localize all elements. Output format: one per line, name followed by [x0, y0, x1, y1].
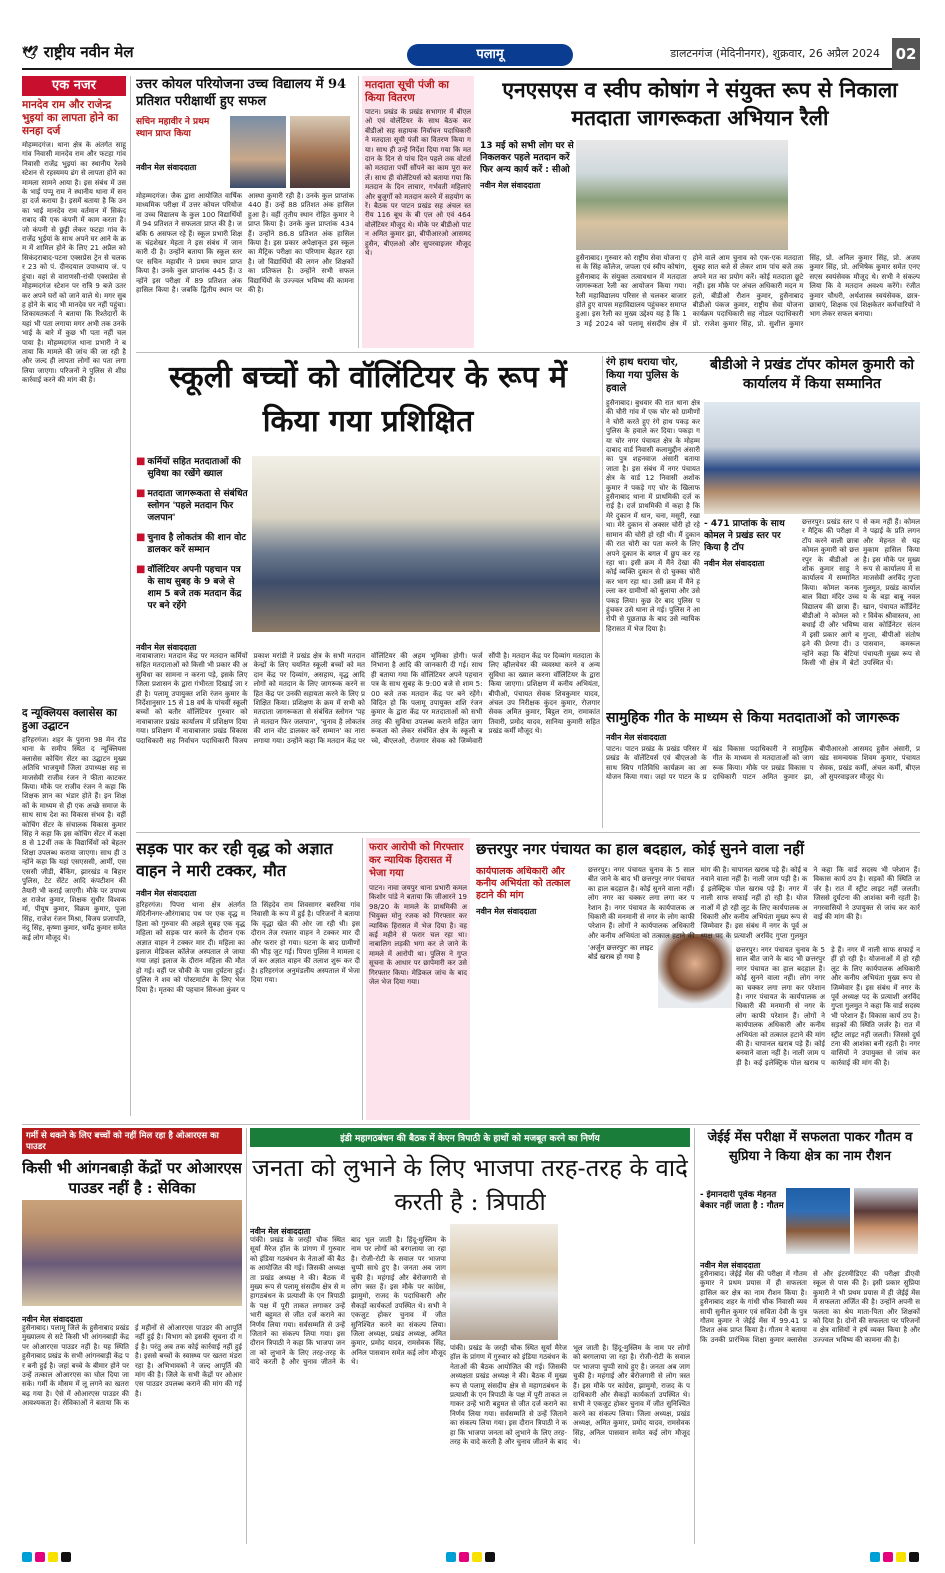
bullet-square-icon: ■ — [136, 532, 146, 543]
koel-photo-caption-box — [136, 116, 228, 156]
jee-body: हुसैनाबाद। जेईई मेंस की परीक्षा में गौतम कुमार ने प्रथम प्रयास में ही सफलता हासिल कर क्षेत्र का नाम रौशन किया है। हुसैनाबाद शहर के गांधी चौक निवासी व्यवसायी सुनील कुमार एवं सविता देवी के पुत्र गौतम कुमार ने जेईई मेंस में 99.41 प्रतिशत अंक प्राप्त किया है। गौतम ने बताया कि उनकी प्रारंभिक शिक्षा कुमार क्लासेस से और इंटरमीडिएट की परीक्षा डीएवी स्कूल से पास की है। इसी प्रकार सुप्रिया कुमारी ने भी प्रथम प्रयास में ही जेईई मेंस में सफलता अर्जित की है। उन्होंने अपनी सफलता का श्रेय माता-पिता और शिक्षकों को दिया है। दोनों की सफलता पर परिजनों व क्षेत्र वासियों ने हर्ष व्यक्त किया है और उज्ज्वल भविष्य की कामना की है। — [700, 1270, 920, 1344]
bullet-square-icon: ■ — [136, 564, 146, 575]
paper-name: 🕊 राष्ट्रीय नवीन मेल — [22, 43, 134, 61]
story-sweep-rally — [480, 76, 920, 348]
bird-logo-icon: 🕊 — [22, 46, 39, 61]
nagar-title: छत्तरपुर नगर पंचायत का हाल बदहाल, कोई सुनने वाला नहीं — [476, 840, 804, 858]
dateline: डालटनगंज (मेदिनीनगर), शुक्रवार, 26 अप्रैल 2024 — [670, 47, 880, 60]
swatch — [896, 1552, 906, 1562]
topper-byline: नवीन मेल संवाददाता — [704, 559, 765, 568]
volunteer-byline: नवीन मेल संवाददाता — [136, 643, 197, 652]
topper-photo-2 — [290, 116, 350, 188]
volunteer-bullet-item: ■ वॉलिंटियर अपनी पहचान पत्र के साथ सुबह के 9 बजे से शाम 5 बजे तक मतदान केंद्र पर बने रहेंगे — [136, 564, 242, 611]
ek-nazar-header: एक नजर — [22, 76, 126, 96]
nagar-body: छत्तरपुर। नगर पंचायत चुनाव के 5 साल बीत जाने के बाद भी छत्तरपुर नगर पंचायत का हाल बदहाल है। कोई सुनने वाला नहीं। लोग नगर का चक्कर लगा लगा कर परेशान है। नगर पंचायत के कार्यपालक अधिकारी की मनमानी से नगर के लोग काफी परेशान हैं। लोगों ने कार्यपालक अधिकारी और कनीय अभियंता को तत्काल हटाने की मांग की है। चापानल खराब पड़े हैं। कोई बनवाने वाला नहीं है। नाली जाम पड़ी है। कई इलेक्ट्रिक पोल खराब पड़े हैं। नगर में नाली साफ सफाई नहीं हो रही है। योजनाओं में हो रही लूट के लिए कार्यपालक अधिकारी और कनीय अभियंता मुख्य रूप से जिम्मेवार हैं। इस संबंध में नगर के पूर्व अध्यक्ष पद के प्रत्याशी अरविंद गुप्ता गुलमुत ने कहा कि वार्ड सदस्य भी परेशान हैं। विकास कार्य ठप है। सड़कों की स्थिति जर्जर है। रात में स्ट्रीट लाइट नहीं जलती। जिससे दुर्घटना की आशंका बनी रहती है। नगरवासियों ने उपायुक्त से जांच कर कार्रवाई की मांग की है। — [588, 866, 920, 940]
story-jee — [700, 1128, 920, 1544]
section-label: पलामू — [407, 44, 573, 66]
anganwadi-byline: नवीन मेल संवाददाता — [22, 1315, 83, 1324]
nagar-byline: नवीन मेल संवाददाता — [476, 907, 537, 916]
topper-body: छत्तरपुर। प्रखंड स्तर पर मैट्रिक की परीक्षा में टॉप करने वाली छात्रा कोमल कुमारी को छत्तरपुर के बीडीओ अशोक कुमार साहू ने कार्यालय में सम्मानित किया। कोमल कनक बाल विद्या मंदिर उच्च विद्यालय की छात्रा हैं। बीडीओ ने कोमल को बधाई दी और भविष्य में इसी प्रकार आगे बढ़ने की प्रेरणा दी। उन्होंने कहा कि बेटियां किसी भी क्षेत्र में बेटों से कम नहीं हैं। कोमल ने पढ़ाई के प्रति लगन और मेहनत से यह मुकाम हासिल किया है। इस मौके पर मुख्य रूप से कार्यालय में समाजसेवी अरविंद गुप्ता गुलमुत, प्रखंड कार्यालय के बड़ा बाबू नवल खान, पंचायत कॉर्डिनेटर विवेक श्रीवास्तव, आवास कोर्डिनेटर संतन गुप्ता, बीपीओ संतोष पासवान, कमरूल पंचायती मुख्य रूप से उपस्थित थे। — [802, 518, 920, 668]
sidebar-story1-body: मोहम्मदगंज। थाना क्षेत्र के अंतर्गत साहू गांव निवासी मानदेव राम और फटहा गांव निवासी राजेंद्र भुइयां का स्थानीय रेलवे स्टेशन से रहस्यमय ढंग से लापता होने का मामला सामने आया है। इस संबंध में उसके भाई पप्पू राम ने स्थानीय थाना में सनहा दर्ज कराया है। इसमें बताया है कि उनका भाई मानदेव राम वर्तमान में सिकंदराबाद की एक कंपनी में काम करता है। जो कंपनी से छुट्टी लेकर फटहा गांव के राजेंद्र भुईयां के साथ अपने घर आने के क्रम में शामिल होने के लिए 21 अप्रैल को सिकंदराबाद-पटना एक्सप्रेस ट्रेन से चलकर 23 को पं. दीनदयाल उपाध्याय जं. पहुंचा। वहां से वाराणसी-रांची एक्सप्रेस से मोहम्मदगंज स्टेशन पर रात्रि 9 बजे उतर कर अपने घरों को जाने वाले थे। मगर सुबह होने के बाद भी मानदेव घर नहीं पहुंचा। शिकायतकर्ता ने बताया कि रिश्तेदारों के यहां भी पता लगाया मगर अभी तक उनके भाई के बारे में कुछ भी पता नहीं चल पाया है। मोहम्मदगंज थाना प्रभारी ने बताया कि मामले की जांच की जा रही है और जल्द ही लापता लोगों का पता लगा लिया जाएगा। परिजनों ने पुलिस से शीघ्र कार्रवाई करने की मांग की है। — [22, 141, 126, 385]
story-koel-school — [136, 76, 354, 348]
jee-photo-caption: - ईमानदारी पूर्वक मेहनत बेकार नहीं जाता है : गौतम — [700, 1190, 784, 1211]
anganwadi-title: किसी भी आंगनबाड़ी केंद्रों पर ओआरएस पाउडर नहीं है : सेविका — [22, 1159, 242, 1197]
sweep-subhead: 13 मई को सभी लोग घर से निकलकर पहले मतदान करें फिर अन्य कार्य करें : सीओ — [480, 141, 574, 175]
story-arrest — [366, 838, 470, 1120]
nagar-photo — [658, 934, 732, 1008]
theft-title: रंगे हाथ धराया चोर, किया गया पुलिस के हवाले — [606, 357, 679, 394]
gautam-photo — [786, 1188, 850, 1254]
koel-byline: नवीन मेल संवाददाता — [136, 163, 197, 172]
story-topper — [704, 356, 920, 696]
topper-title: बीडीओ ने प्रखंड टॉपर कोमल कुमारी को कार्यालय में किया सम्मानित — [709, 357, 915, 392]
arrest-title: फरार आरोपी को गिरफ्तार कर न्यायिक हिरासत में भेजा गया — [369, 842, 464, 879]
swatch — [909, 1552, 919, 1562]
road-body: हरिहरगंज। पिपरा थाना क्षेत्र अंतर्गत मेदिनीनगर-औरंगाबाद पथ पर एक वृद्ध महिला को गुरुवार की अहले सुबह एक वृद्ध महिला को सड़क पार करने के दौरान एक अज्ञात वाहन ने टक्कर मार दी। महिला का इलाज मेडिकल कॉलेज अस्पताल ले जाया गया जहां इलाज के दौरान महिला की मौत हो गई। वहीं पर चौकी के पास दुर्घटना हुई। पुलिस ने शव को पोस्टमार्टम के लिए भेज दिया है। मृतका की पहचान सिरुआ कुंवर पति सिंहदेव राम शिवसागर बसरिया गांव निवासी के रूप में हुई है। परिजनों ने बताया कि वृद्धा खेत की ओर जा रही थी। इस दौरान तेज रफ्तार वाहन ने टक्कर मार दी और फरार हो गया। घटना के बाद ग्रामीणों की भीड़ जुट गई। पिपरा पुलिस ने मामला दर्ज कर अज्ञात वाहन की तलाश शुरू कर दी है। हरिहरगंज अनुमंडलीय अस्पताल में भेजा दिया गया। — [136, 901, 360, 994]
song-byline: नवीन मेल संवाददाता — [606, 733, 667, 742]
story-voter-list — [362, 76, 474, 348]
swatch — [61, 1552, 71, 1562]
volunteer-training-photo — [252, 456, 600, 632]
swatch — [446, 1552, 456, 1562]
ek-nazar-column — [22, 76, 126, 1116]
road-byline: नवीन मेल संवाददाता — [136, 889, 197, 898]
sweep-rally-photo — [576, 140, 788, 250]
nagar-body-continued: छत्तरपुर। नगर पंचायत चुनाव के 5 साल बीत जाने के बाद भी छत्तरपुर नगर पंचायत का हाल बदहाल है। कोई सुनने वाला नहीं। लोग नगर का चक्कर लगा लगा कर परेशान है। नगर पंचायत के कार्यपालक अधिकारी की मनमानी से नगर के लोग काफी परेशान हैं। लोगों ने कार्यपालक अधिकारी और कनीय अभियंता को तत्काल हटाने की मांग की है। चापानल खराब पड़े हैं। कोई बनवाने वाला नहीं है। नाली जाम पड़ी है। कई इलेक्ट्रिक पोल खराब पड़े हैं। नगर में नाली साफ सफाई नहीं हो रही है। योजनाओं में हो रही लूट के लिए कार्यपालक अधिकारी और कनीय अभियंता मुख्य रूप से जिम्मेवार हैं। इस संबंध में नगर के पूर्व अध्यक्ष पद के प्रत्याशी अरविंद गुप्ता गुलमुत ने कहा कि वार्ड सदस्य भी परेशान हैं। विकास कार्य ठप है। सड़कों की स्थिति जर्जर है। रात में स्ट्रीट लाइट नहीं जलती। जिससे दुर्घटना की आशंका बनी रहती है। नगरवासियों ने उपायुक्त से जांच कर कार्रवाई की मांग की है। — [736, 946, 920, 1067]
swatch — [870, 1552, 880, 1562]
swatch — [883, 1552, 893, 1562]
volunteer-body: नावाबाजार। मतदान केंद्र पर मतदान कर्मियों सहित मतदाताओं को किसी भी प्रकार की असुविधा का सामना न करना पड़े, इसके लिए जिला प्रशासन के द्वारा गंभीरता दिखाई जा रही है। पलामू उपायुक्त शशि रंजन कुमार के निर्देशानुसार 15 से 18 वर्ष के पांचवीं स्कूली बच्चों को बतौर वॉलिंटियर गुरुवार को नावाबाजार प्रखंड कार्यालय में प्रशिक्षण दिया गया। प्रशिक्षण में नावाबाजार प्रखंड विकास पदाधिकारी सह निर्वाचन पदाधिकारी विजय प्रकाश मरांडी ने प्रखंड क्षेत्र के सभी मतदान केन्द्रों के लिए चयनित स्कूली बच्चों को मतदान केंद्र पर दिव्यांग, असहाय, वृद्ध आदि लोगों को मतदान के लिए जागरूक करने सहित केंद्र पर उनकी सहायता करने के लिए प्रशिक्षित किया। प्रशिक्षण के क्रम में सभी को मतदाता जागरूकता से संबंधित स्लोगन 'पहले मतदान फिर जलपान', 'चुनाव है लोकतंत्र की शान वोट डालकर करें सम्मान' का नारा लगाया गया। उन्होंने कहा कि मतदान केंद्र पर वॉलिंटियर की अहम भूमिका होगी। फर्ज निभाना है आदि की जानकारी दी गई। साथ ही बताया गया कि वॉलिंटियर अपने पहचान पत्र के साथ सुबह के 9:00 बजे से शाम 5:00 बजे तक मतदान केंद्र पर बने रहेंगे। विदित हो कि पलामू उपायुक्त शशि रंजन कुमार के द्वारा केंद्र पर मतदाताओं को सभी तरह की सुविधा उपलब्ध कराने सहित जागरूकता को लेकर संबंधित क्षेत्र के स्कूली बच्चे, बीएलओ, रोजगार सेवक को जिम्मेवारी सौंपी है। मतदान केंद्र पर दिव्यांग मतदाता के लिए व्हीलचेयर की व्यवस्था करने व अन्य सुविधा का ख्याल करना वॉलिंटियर के द्वारा किया जाएगा। प्रशिक्षण में कनीय अभियंता, बीपीओ, पंचायत सेवक शिवकुमार यादव, अंचल उप निरीक्षक कुंदन कुमार, रोजगार सेवक अमित कुमार, बिट्ठल राम, रामाकांत तिवारी, प्रमोद यादव, सानिया कुमारी सहित प्रखंड कर्मी मौजूद थे। — [136, 652, 600, 745]
topper-ceremony-photo — [704, 402, 920, 514]
swatch — [459, 1552, 469, 1562]
masthead — [22, 38, 920, 70]
arrest-body: पाटन। नावा जयपुर थाना प्रभारी कमल किशोर पांडे ने बताया कि जीआरने 1998/20 के मामले के प्राथमिकी अभियुक्त मोनु रजक को गिरफ्तार कर न्यायिक हिरासत में भेज दिया है। वह कई महीने से फरार चल रहा था। नाबालिग लड़की भगा कर ले जाने के मामले में आरोपी था। पुलिस ने गुप्त सूचना के आधार पर छापेमारी कर उसे गिरफ्तार किया। मेडिकल जांच के बाद जेल भेज दिया गया। — [369, 884, 467, 987]
bjp-kicker: इंडी महागठबंधन की बैठक में केएन त्रिपाठी के हाथों को मजबूत करने का निर्णय — [250, 1128, 690, 1147]
koel-photo-caption: सचिन महावीर ने प्रथम स्थान प्राप्त किया — [136, 117, 210, 139]
story-volunteer-training — [136, 356, 600, 828]
story-nagar-panchayat — [476, 838, 920, 1120]
story-koel-title: उत्तर कोयल परियोजना उच्च विद्यालय में 94 प्रतिशत परीक्षार्थी हुए सफल — [136, 77, 347, 109]
topper-photo-1 — [230, 116, 286, 188]
bjp-title: जनता को लुभाने के लिए भाजपा तरह-तरह के वादे करती है : त्रिपाठी — [252, 1154, 688, 1216]
swatch — [22, 1552, 32, 1562]
road-title: सड़क पार कर रही वृद्ध को अज्ञात वाहन ने मारी टक्कर, मौत — [136, 839, 333, 880]
story-anganwadi — [22, 1128, 242, 1544]
sidebar-story2-body: हरिहरगंज। शहर के पुराना 98 मेन रोड थाना के समीप स्थित द न्यूक्लियस क्लासेस कोचिंग सेंटर का उद्घाटन मुख्य अतिथि भाजयुमो जिला उपाध्यक्ष सह समाजसेवी राजीव रंजन ने फीता काटकर किया। मौके पर राजीव रंजन ने कहा कि शिक्षक ज्ञान का भंडार होते हैं। इन शिक्षकों के माध्यम से ही एक अच्छे समाज के साथ साथ देश का विकास संभव है। वहीं कोचिंग सेंटर के संचालक विकास कुमार सिंह ने कहा कि इस कोचिंग सेंटर में कक्षा 8 से 12वीं तक के विद्यार्थियों को बेहतर शिक्षा उपलब्ध कराया जाएगा। साथ ही उन्होंने कहा कि यहां एसएससी, आर्मी, एसएससी जीडी, बैंकिंग, झारखंड व बिहार पुलिस, टेट सेंटेट आदि कंपटीशन की तैयारी भी कराई जाएगी। मौके पर उपाध्यक्ष राजेश कुमार, शिक्षक सुधीर विश्वकर्मा, पीयूष कुमार, विक्रम कुमार, पूजा सिंह, राजेश रंजन मिश्रा, विजय प्रजापति, नंदू सिंह, कृष्णा कुमार, धर्मेंद्र कुमार समेत कई लोग मौजूद थे। — [22, 736, 126, 942]
theft-body: हुसैनाबाद। बुधवार की रात थाना क्षेत्र की चौरी गांव में एक चोर को ग्रामीणों ने चोरी करते हुए रंगे हाथ पकड़ कर पुलिस के हवाले कर दिया। पकड़ा गया चोर नगर पंचायत क्षेत्र के मोहम्मदाबाद वार्ड निवासी कलामुद्दीन अंसारी का पुत्र शहनवाज अंसारी बताया जाता है। इस संबंध में नगर पंचायत क्षेत्र के वार्ड 12 निवासी अशोक कुमार ने पकड़े गए चोर के खिलाफ हुसैनाबाद थाना में प्राथमिकी दर्ज कराई है। दर्ज प्राथमिकी में कहा है कि मेरे दुकान में धान, चना, मसूरी, रखा था। मेरे दुकान से अक्सर चोरी हो रहे सामान की चोरी हो रही थी। मैं दुकान की रात चोरी का पता करने के लिए अपने दुकान के बगल में छुप कर रह रहा था। इसी क्रम में मैंने देखा की कोई व्यक्ति दुकान से दो चुक्का चोरी कर भाग रहा था। उसी क्रम में मैंने हल्ला कर ग्रामीणों को बुलाया और उसे पकड़ लिया। कुछ देर बाद पुलिस पहुंचकर उसे थाना ले गई। पुलिस ने आरोपी से पूछताछ के बाद उसे न्यायिक हिरासत में भेज दिया है। — [606, 399, 700, 633]
nagar-subhead: कार्यपालक अधिकारी और कनीय अभियंता को तत्काल हटाने की मांग — [476, 866, 571, 901]
volunteer-bullet-item: ■ कर्मियों सहित मतदाताओं की सुविधा का रखेंगे ख्याल — [136, 456, 241, 479]
jee-byline: नवीन मेल संवाददाता — [700, 1261, 761, 1270]
sweep-body: हुसैनाबाद। गुरुवार को राष्ट्रीय सेवा योजना एस के सिंह कॉलेज, जपला एवं स्वीप कोषांग, हुसैनाबाद के संयुक्त तत्वावधान में मतदाता जागरूकता रैली का आयोजन किया गया। रैली महाविद्यालय परिसर से चलकर बाजार होते हुए वापस महाविद्यालय पहुंचकर समाप्त हुआ। इस रैली का मुख्य उद्देश्य यह है कि 13 मई 2024 को पलामू संसदीय क्षेत्र में होने वाले आम चुनाव को एक-एक मतदाता सुबह सात बजे से लेकर शाम पांच बजे तक अपने मत का प्रयोग करें। कोई मतदाता छूटे नहीं। इस मौके पर अंचल अधिकारी मदन महतो, बीडीओ रौशन कुमार, हुसैनाबाद बीडीओ पंकज कुमार, राष्ट्रीय सेवा योजना कार्यक्रम पदाधिकारी सह नोडल पदाधिकारी प्रो. राजेश कुमार सिंह, प्रो. सुशील कुमार सिंह, प्रो. अनिल कुमार सिंह, प्रो. अजय कुमार सिंह, प्रो. अभिषेक कुमार समेत एनएसएस स्वयंसेवक मौजूद थे। सभी ने संकल्प लिया कि वे मतदान अवश्य करेंगे। रंजीत कुमार चौधरी, अर्थशास्त्र स्वयंसेवक, छात्र-छात्राएं, शिक्षक एवं शिक्षकेतर कर्मचारियों ने भाग लेकर सफल बनाया। — [576, 254, 920, 328]
supriya-photo — [854, 1188, 918, 1254]
bullet-square-icon: ■ — [136, 456, 146, 467]
koel-body: मोहम्मदगंज। जैक द्वारा आयोजित वार्षिक माध्यमिक परीक्षा में उत्तर कोयल परियोजना उच्च विद्यालय के कुल 100 विद्यार्थियों में 94 प्रतिशत ने सफलता प्राप्त की है। जबकि 6 असफल रहे हैं। स्कूल प्रभारी शिक्षक चंद्रशेखर मेहता ने इस संबंध में जानकारी दी है। उन्होंने बताया कि स्कूल स्तर पर सचिन महावीर ने प्रथम स्थान प्राप्त किया है। उनके कुल प्राप्तांक 445 हैं। उन्होंने इस परीक्षा में 89 प्रतिशत अंक हासिल किया है। जबकि द्वितीय स्थान पर आस्था कुमारी रही है। उनके कुल प्राप्तांक 440 हैं। उन्हें 88 प्रतिशत अंक हासिल हुआ है। वहीं तृतीय स्थान रोहित कुमार ने प्राप्त किया है। उनके कुल प्राप्तांक 434 हैं। उन्होंने 86.8 प्रतिशत अंक हासिल किया है। इस प्रकार अपेक्षाकृत इस स्कूल का मैट्रिक परीक्षा का परिणाम बेहतर रहा है। जो विद्यार्थियों की लगन और शिक्षकों का प्रतिफल है। उन्होंने सभी सफल विद्यार्थियों के उज्ज्वल भविष्य की कामना की है। — [136, 192, 354, 295]
nagar-photo-caption: 'अर्जुन छत्तरपुर' का लाइट बोर्ड खराब हो गया है — [588, 944, 654, 962]
volunteer-bullet-item: ■ चुनाव है लोकतंत्र की शान वोट डालकर करें सम्मान — [136, 532, 246, 555]
topper-subhead: - 471 प्राप्तांक के साथ कोमल ने प्रखंड स्तर पर किया है टॉप — [704, 519, 785, 553]
swatch — [485, 1552, 495, 1562]
sidebar-story1-title: मानदेव राम और राजेन्द्र भुइयां का लापता होने का सनहा दर्ज — [22, 99, 119, 137]
registration-marks — [22, 1552, 922, 1564]
anganwadi-kicker: गर्मी से थकने के लिए बच्चों को नहीं मिल रहा है ओआरएस का पाउडर — [22, 1128, 242, 1154]
volunteer-bullet-item: ■ मतदाता जागरूकता से संबंधित स्लोगन 'पहले मतदान फिर जलपान' — [136, 488, 248, 523]
volunteer-bullets — [136, 456, 248, 636]
page-number: 02 — [892, 38, 920, 70]
anganwadi-photo — [22, 1200, 242, 1306]
swatch — [48, 1552, 58, 1562]
story-road-accident — [136, 838, 360, 1120]
swatch — [35, 1552, 45, 1562]
jee-title: जेईई मेंस परीक्षा में सफलता पाकर गौतम व सुप्रिया ने किया क्षेत्र का नाम रौशन — [707, 1130, 913, 1164]
bjp-body-left: पांकी। प्रखंड के जरही चौक स्थित सूर्या मैरेज हॉल के प्रांगण में गुरुवार को इंडिया गठबंधन के नेताओं की बैठक आयोजित की गई। जिसकी अध्यक्षता प्रखंड अध्यक्ष ने की। बैठक में मुख्य रूप से पलामू संसदीय क्षेत्र से महागठबंधन के प्रत्याशी के एन त्रिपाठी के पक्ष में पूरी ताकत लगाकर उन्हें भारी बहुमत से जीत दर्ज कराने का निर्णय लिया गया। सर्वसम्मति से उन्हें जिताने का संकल्प लिया गया। इस दौरान त्रिपाठी ने कहा कि भाजपा जनता को लुभाने के लिए तरह-तरह के वादे करती है और चुनाव जीतने के बाद भूल जाती है। हिंदू-मुस्लिम के नाम पर लोगों को बरगलाया जा रहा है। रोजी-रोटी के सवाल पर भाजपा चुप्पी साधे हुए है। जनता अब जाग चुकी है। महंगाई और बेरोजगारी से लोग त्रस्त हैं। इस मौके पर कांग्रेस, झामुमो, राजद के पदाधिकारी और सैकड़ों कार्यकर्ता उपस्थित थे। सभी ने एकजुट होकर चुनाव में जीत सुनिश्चित करने का संकल्प लिया। जिला अध्यक्ष, प्रखंड अध्यक्ष, अमित कुमार, प्रमोद यादव, रामसेवक सिंह, अनिल पासवान समेत कई लोग मौजूद थे। — [250, 1236, 446, 1367]
song-body: पाटन। पाटन प्रखंड के प्रखंड परिसर में प्रखंड के वॉलेंटियर्स एवं बीएलओ के साथ स्विप गतिविधि कार्यक्रम का आयोजन किया गया। जहां पर पाटन के प्रखंड विकास पदाधिकारी ने सामुहिक गीत के माध्यम से मतदाताओं को जागरूक किया। मौके पर प्रखंड विकास पदाधिकारी पाटन अमित कुमार झा, बीपीआरओ आसमद हुसैन अंसारी, प्रखंड समन्वयक शिवम कुमार, पंचायत सेवक, प्रखंड कर्मी, अंचल कर्मी, बीएलओ सुपरवाइजर मौजूद थे। — [606, 745, 920, 782]
sidebar-story2-title: द न्यूक्लियस क्लासेस का हुआ उद्घाटन — [22, 707, 118, 732]
bjp-meeting-photo — [450, 1224, 558, 1340]
swatch — [472, 1552, 482, 1562]
story-bjp-tripathi — [250, 1128, 690, 1544]
volunteer-title: स्कूली बच्चों को वॉलिंटियर के रूप में किया गया प्रशिक्षित — [168, 360, 567, 439]
voterlist-body: पाटन। प्रखंड के प्रखंड सभागार में बीएलओ एवं वोलेंटियर के साथ बैठक कर बीडीओ सह सहायक निर्वाचन पदाधिकारी ने मतदाता सूची पंजी का वितरण किया गया। साथ ही उन्हें निर्देश दिया गया कि मतदान के दिन से पांच दिन पहले तक वोटर्स को मतदाता पर्ची सौंपने का काम पूरा कर लें। साथ ही वोलेंटियर्स को बताया गया कि मतदान के दिन लाचार, गर्भवती महिलाएं और बुजुर्गों को मतदान करने में सहयोग करें। बैठक पर पाटन प्रखंड सह अंचल स्तरीय 116 बूथ के बी एल ओ एवं 464 वोलेंटियर मौजूद थे। मौके पर बीडीओ पाटन अमित कुमार झा, बीपीआरओ आसमद हुसैन, बीएलओ और सुपरवाइजर मौजूद थे। — [365, 108, 471, 258]
story-song — [606, 708, 920, 828]
song-title: सामुहिक गीत के माध्यम से किया मतदाताओं को जागरूक — [606, 710, 900, 726]
voterlist-title: मतदाता सूची पंजी का किया वितरण — [365, 79, 449, 104]
bullet-square-icon: ■ — [136, 488, 146, 499]
sweep-byline: नवीन मेल संवाददाता — [480, 181, 541, 190]
anganwadi-body: हुसैनाबाद। पलामू जिले के हुसैनाबाद प्रखंड मुख्यालय से सटे किसी भी आंगनबाड़ी केंद्र पर ओआरएस पाउडर नहीं है। यह स्थिति हुसैनाबाद प्रखंड के सभी आंगनबाड़ी केंद्र पर बनी हुई है। जहां बच्चे के बीमार होने पर उन्हें तत्काल ओआरएस का घोल दिया जा सके। गर्मी के मौसम में लू लगने का खतरा बढ़ गया है। ऐसे में ओआरएस पाउडर की आवश्यकता है। सेविकाओं ने बताया कि कई महीनों से ओआरएस पाउडर की आपूर्ति नहीं हुई है। विभाग को इसकी सूचना दी गई है। परंतु अब तक कोई कार्रवाई नहीं हुई है। इससे बच्चों के स्वास्थ्य पर खतरा मंडरा रहा है। अभिभावकों ने जल्द आपूर्ति की मांग की है। जिले के सभी केंद्रों पर ओआरएस पाउडर उपलब्ध कराने की मांग की गई है। — [22, 1324, 242, 1408]
bjp-body-right: पांकी। प्रखंड के जरही चौक स्थित सूर्या मैरेज हॉल के प्रांगण में गुरुवार को इंडिया गठबंधन के नेताओं की बैठक आयोजित की गई। जिसकी अध्यक्षता प्रखंड अध्यक्ष ने की। बैठक में मुख्य रूप से पलामू संसदीय क्षेत्र से महागठबंधन के प्रत्याशी के एन त्रिपाठी के पक्ष में पूरी ताकत लगाकर उन्हें भारी बहुमत से जीत दर्ज कराने का निर्णय लिया गया। सर्वसम्मति से उन्हें जिताने का संकल्प लिया गया। इस दौरान त्रिपाठी ने कहा कि भाजपा जनता को लुभाने के लिए तरह-तरह के वादे करती है और चुनाव जीतने के बाद भूल जाती है। हिंदू-मुस्लिम के नाम पर लोगों को बरगलाया जा रहा है। रोजी-रोटी के सवाल पर भाजपा चुप्पी साधे हुए है। जनता अब जाग चुकी है। महंगाई और बेरोजगारी से लोग त्रस्त हैं। इस मौके पर कांग्रेस, झामुमो, राजद के पदाधिकारी और सैकड़ों कार्यकर्ता उपस्थित थे। सभी ने एकजुट होकर चुनाव में जीत सुनिश्चित करने का संकल्प लिया। जिला अध्यक्ष, प्रखंड अध्यक्ष, अमित कुमार, प्रमोद यादव, रामसेवक सिंह, अनिल पासवान समेत कई लोग मौजूद थे। — [450, 1344, 690, 1447]
sweep-title: एनएसएस व स्वीप कोषांग ने संयुक्त रूप से निकाला मतदाता जागरूकता अभियान रैली — [502, 77, 898, 130]
bjp-byline: नवीन मेल संवाददाता — [250, 1227, 311, 1236]
